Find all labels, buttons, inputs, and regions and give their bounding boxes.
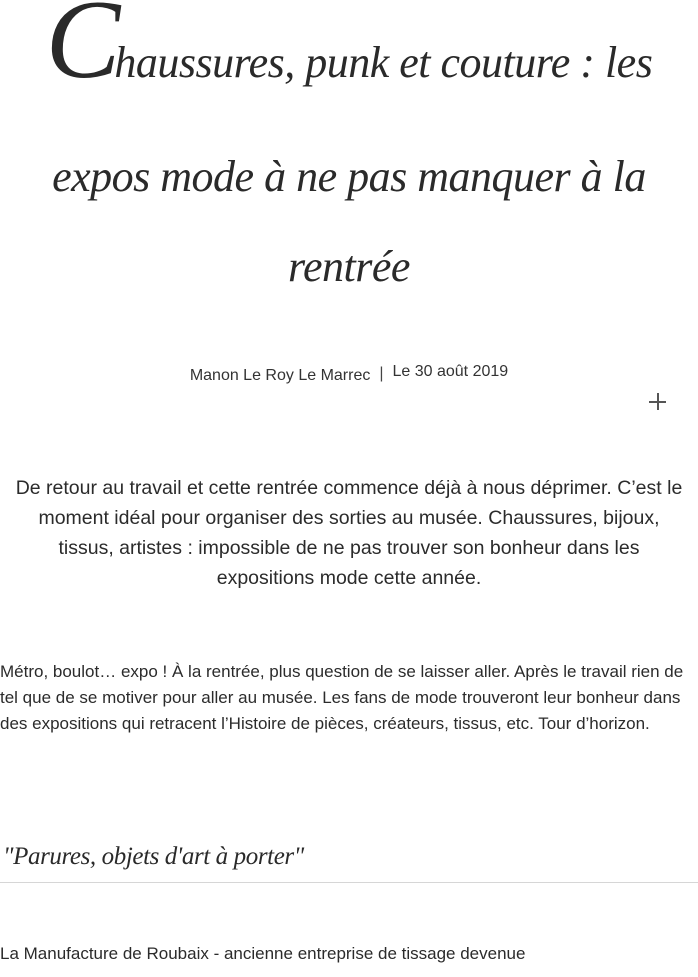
section-text: La Manufacture de Roubaix - ancienne entreprise de tissage devenue xyxy=(0,944,526,963)
publish-date: Le 30 août 2019 xyxy=(392,363,509,380)
title-line-1-text: haussures, punk et couture : les xyxy=(114,38,653,87)
title-line-1 xyxy=(0,0,698,112)
plus-icon[interactable] xyxy=(649,393,666,410)
article-lead: De retour au travail et cette rentrée commence déjà à nous déprimer. C’est le moment idéal pour organiser des sorties au musée. Chaussures, bijoux, tissus, artistes : impossible de ne pas trouver son bonheur dans les expositions mode cette année. xyxy=(15,477,683,589)
title-line-3: rentrée xyxy=(288,242,410,291)
byline-separator: | xyxy=(379,365,384,382)
section-heading: "Parures, objets d'art à porter" xyxy=(3,843,304,870)
article-intro: Métro, boulot… expo ! À la rentrée, plus question de se laisser aller. Après le travail rien de tel que de se motiver pour aller au musée. Les fans de mode trouveront leur bonheur dans des expositions qui retracent l’Histoire de pièces, créateurs, tissus, etc. Tour d’horizon. xyxy=(0,662,684,733)
section-divider xyxy=(0,882,698,883)
author-name[interactable]: Manon Le Roy Le Marrec xyxy=(189,367,371,384)
article-title xyxy=(0,0,698,294)
byline xyxy=(0,363,698,384)
title-dropcap: C xyxy=(45,0,115,102)
title-line-2: expos mode à ne pas manquer à la xyxy=(52,152,646,201)
